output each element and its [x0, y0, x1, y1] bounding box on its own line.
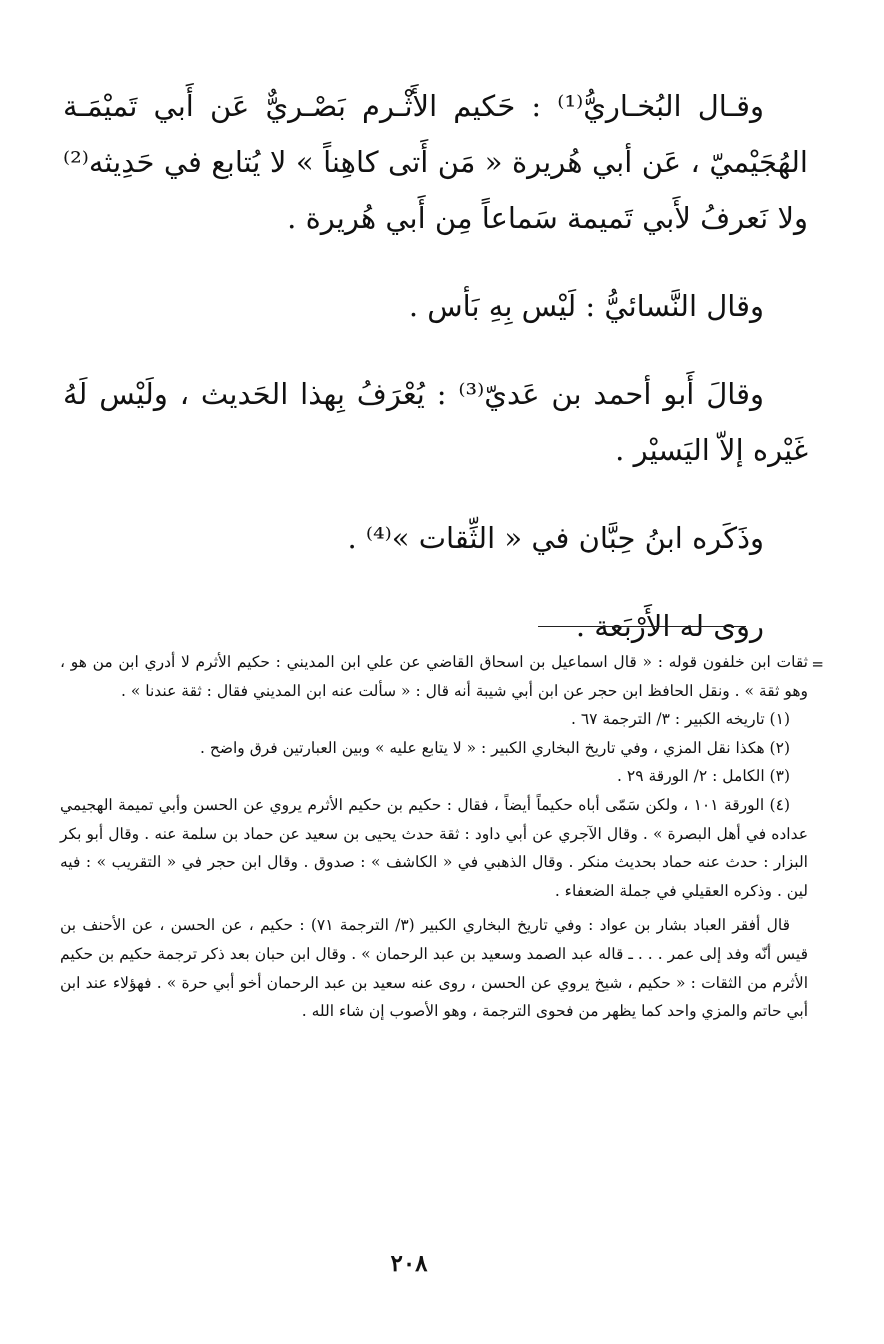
continuation-marker: =: [811, 655, 824, 673]
footnote-2: (٢) هكذا نقل المزي ، وفي تاريخ البخاري الكبير : « لا يتابع عليه » وبين العبارتين فرق واضح .: [199, 738, 790, 757]
footnotes: [60, 648, 824, 1026]
paragraph-nasai: وقال النَّسائيُّ : لَيْس بِهِ بَأس .: [408, 289, 764, 323]
page-number: ٢٠٨: [390, 1250, 428, 1277]
footnote-divider: [538, 626, 746, 627]
footnote-continuation-text: ثقات ابن خلفون قوله : « قال اسماعيل بن اسحاق القاضي عن علي ابن المديني : حكيم الأثرم لا أدري ابن من هو ، وهو ثقة » . ونقل الحافظ ابن حجر عن ابن أبي شيبة أنه قال : « سألت عنه ابن المديني فقال : ثقة عندنا » .: [60, 653, 808, 700]
editor-note: قال أفقر العباد بشار بن عواد : وفي تاريخ البخاري الكبير (٣/ الترجمة ٧١) : حكيم ، عن الحسن ، عن الأحنف بن قيس أنّه وفد إلى عمر . . . ـ قاله عبد الصمد وسعيد بن عبد الرحمان » . وقال ابن حبان بعد ذكر ترجمة حكيم بن حكيم الأثرم من الثقات : « حكيم ، شيخ يروي عن الحسن ، روى عنه سعيد بن عبد الرحمان أخو أبي حرة » . فهؤلاء عند ابن أبي حاتم والمزي واحد كما يظهر من فحوى الترجمة ، وهو الأصوب إن شاء الله .: [60, 916, 808, 1021]
paragraph-narrators: روى له الأَرْبَعة .: [575, 609, 764, 643]
paragraph-ibn-adi: وقالَ أَبو أحمد بن عَديّ⁽³⁾ : يُعْرَفُ بِهذا الحَديث ، ولَيْس لَهُ غَيْره إلاّ اليَسيْر .: [63, 377, 808, 467]
footnote-4: (٤) الورقة ١٠١ ، ولكن سَمّى أباه حكيماً أيضاً ، فقال : حكيم بن حكيم الأثرم يروي عن الحسن وأبي تميمة الهجيمي عداده في أهل البصرة » . وقال الآجري عن أبي داود : ثقة حدث يحيى بن سعيد عن حماد بن سلمة عنه . وقال أبو بكر البزار : حدث عنه حماد بحديث منكر . وقال الذهبي في « الكاشف » : صدوق . وقال ابن حجر في « التقريب » : فيه لين . وذكره العقيلي في جملة الضعفاء .: [60, 795, 808, 900]
footnote-continuation: [60, 648, 824, 705]
paragraph-ibn-hibban: وذَكَره ابنُ حِبَّان في « الثِّقات »⁽⁴⁾ .: [347, 521, 764, 555]
paragraph-bukhari: وقـال البُخـاريُّ⁽¹⁾ : حَكيم الأَثْـرم بَصْـريٌّ عَن أَبي تَميْمَـة الهُجَيْميّ ، عَن أبي هُريرة « مَن أَتى كاهِناً » لا يُتابع في حَدِيثه⁽²⁾ ولا نَعرفُ لأَبي تَميمة سَماعاً مِن أَبي هُريرة .: [63, 89, 808, 235]
main-text: [63, 78, 808, 686]
footnote-1: (١) تاريخه الكبير : ٣/ الترجمة ٦٧ .: [570, 710, 790, 729]
footnote-3: (٣) الكامل : ٢/ الورقة ٢٩ .: [617, 767, 790, 786]
